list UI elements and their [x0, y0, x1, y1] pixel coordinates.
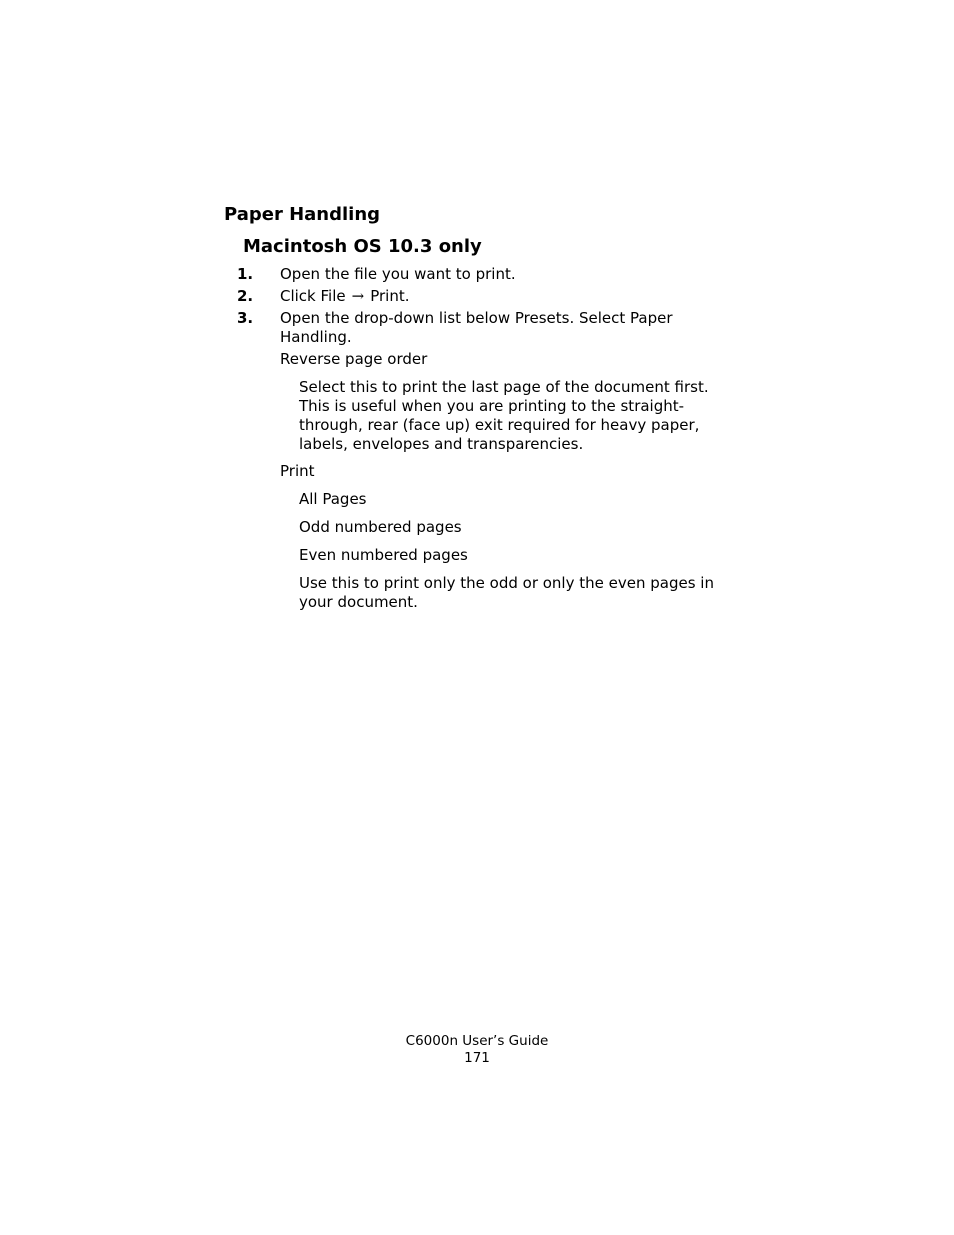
- step-3-text: Open the drop-down list below Presets. Select Paper Handling.: [280, 309, 673, 346]
- footer-guide-title: C6000n User’s Guide: [405, 1033, 549, 1049]
- print-option-all-pages: All Pages: [299, 490, 367, 508]
- step-1-number: 1.: [237, 265, 254, 283]
- step-2-text: [280, 287, 730, 306]
- print-description: Use this to print only the odd or only the even pages in your document.: [299, 574, 714, 611]
- reverse-page-order-description: Select this to print the last page of the document first. This is useful when you are printing to the straight-through, rear (face up) exit required for heavy paper, labels, envelopes and transparencies.: [299, 378, 709, 453]
- step-2-text-before: Click File: [280, 287, 346, 305]
- print-label: Print: [280, 462, 315, 480]
- step-2-number: 2.: [237, 287, 254, 305]
- reverse-page-order-label: Reverse page order: [280, 350, 428, 368]
- subsection-title: Macintosh OS 10.3 only: [243, 236, 482, 257]
- footer-page-number: 171: [464, 1050, 490, 1066]
- step-2-text-after: Print.: [370, 287, 410, 305]
- section-title: Paper Handling: [224, 204, 381, 225]
- right-arrow-icon: →: [351, 287, 365, 305]
- print-option-odd-pages: Odd numbered pages: [299, 518, 462, 536]
- step-3-number: 3.: [237, 309, 254, 327]
- step-1-text: Open the file you want to print.: [280, 265, 516, 283]
- print-option-even-pages: Even numbered pages: [299, 546, 468, 564]
